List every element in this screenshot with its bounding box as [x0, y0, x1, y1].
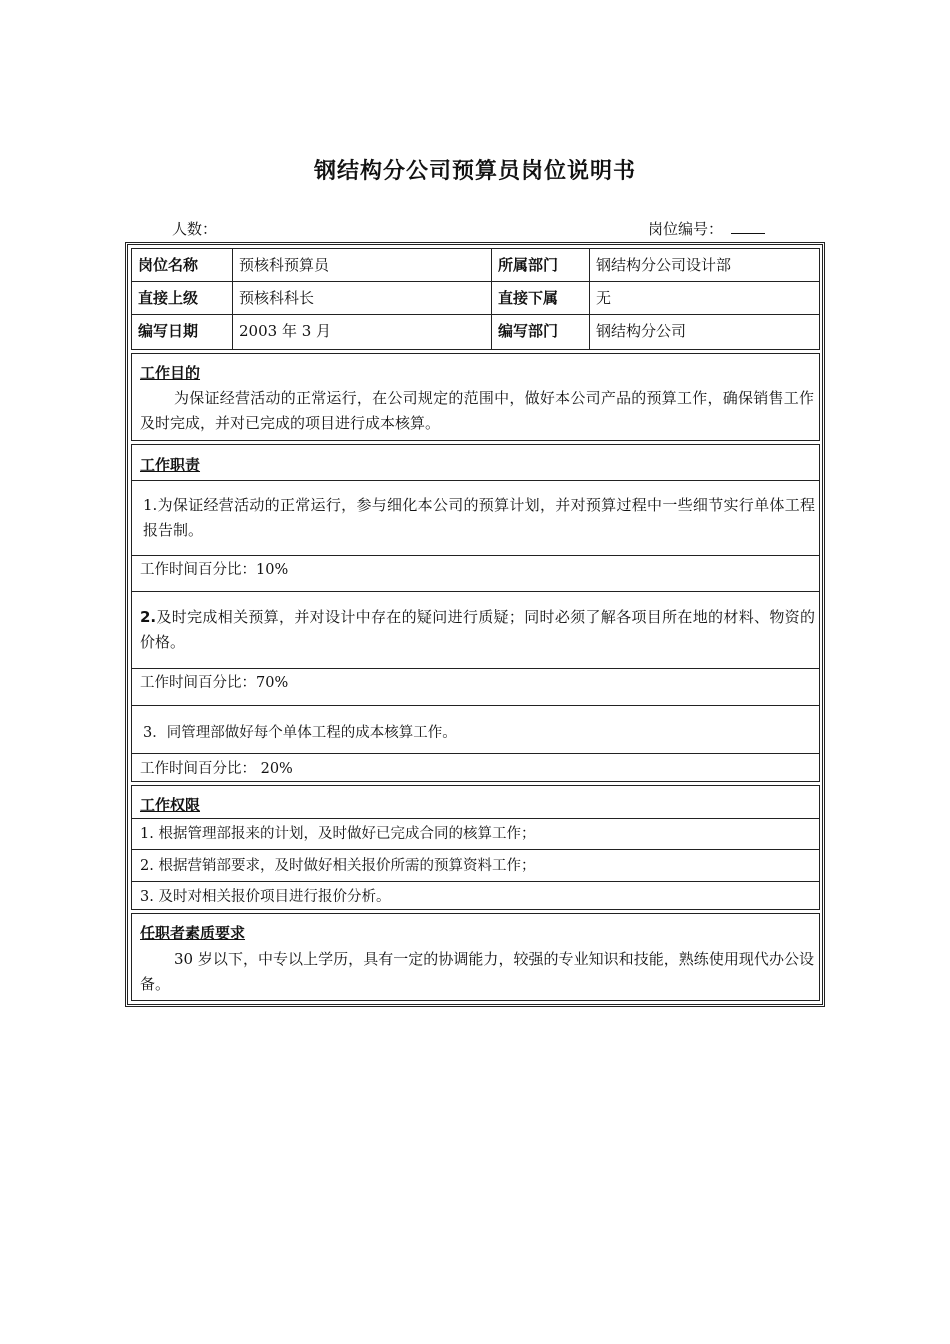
qualifications-title: 任职者素质要求 [140, 924, 246, 942]
position-number-field [648, 218, 765, 239]
position-number-blank [731, 219, 765, 234]
purpose-title: 工作目的 [140, 364, 201, 382]
duty-item-2-text: 及时完成相关预算，并对设计中存在的疑问进行质疑；同时必须了解各项目所在地的材料、物资的价格。 [140, 608, 815, 651]
page-title: 钢结构分公司预算员岗位说明书 [313, 159, 636, 184]
label-subordinates: 直接下属 [498, 289, 559, 307]
value-position-name: 预核科预算员 [239, 256, 330, 274]
authority-item-2: 2. 根据营销部要求，及时做好相关报价所需的预算资料工作； [140, 858, 536, 874]
label-department: 所属部门 [498, 256, 559, 274]
info-table [131, 248, 820, 350]
duties-title: 工作职责 [140, 456, 201, 474]
value-direct-superior: 预核科科长 [239, 289, 315, 307]
duty-percent-2: 工作时间百分比：70% [140, 675, 289, 691]
label-written-date: 编写日期 [138, 322, 199, 340]
duty-percent-3: 工作时间百分比： 20% [140, 761, 293, 777]
duty-item-2 [140, 605, 815, 655]
duty-item-3: 3．同管理部做好每个单体工程的成本核算工作。 [143, 725, 457, 741]
duty-percent-1: 工作时间百分比：10% [140, 562, 289, 578]
duty-item-2-number: 2. [140, 608, 157, 626]
authority-title: 工作权限 [140, 796, 201, 814]
value-department: 钢结构分公司设计部 [596, 256, 732, 274]
position-number-label: 岗位编号： [648, 220, 724, 238]
authority-item-3: 3. 及时对相关报价项目进行报价分析。 [140, 889, 391, 905]
headcount-label: 人数： [172, 220, 218, 238]
qualifications-text: 30 岁以下，中专以上学历，具有一定的协调能力，较强的专业知识和技能，熟练使用现代办公设备。 [140, 950, 814, 993]
duties-section [131, 444, 820, 782]
value-written-dept: 钢结构分公司 [596, 322, 687, 340]
value-subordinates: 无 [596, 289, 612, 307]
label-written-dept: 编写部门 [498, 322, 559, 340]
authority-item-1: 1. 根据管理部报来的计划，及时做好已完成合同的核算工作； [140, 826, 536, 842]
label-direct-superior: 直接上级 [138, 289, 199, 307]
job-description-form [125, 242, 825, 1007]
purpose-text: 为保证经营活动的正常运行，在公司规定的范围中，做好本公司产品的预算工作，确保销售工作及时完成，并对已完成的项目进行成本核算。 [140, 389, 814, 432]
value-written-date: 2003 年 3 月 [239, 322, 332, 340]
purpose-section [131, 353, 820, 441]
duty-item-1: 1.为保证经营活动的正常运行，参与细化本公司的预算计划，并对预算过程中一些细节实行单体工程报告制。 [143, 496, 815, 539]
qualifications-section [131, 913, 820, 1001]
authority-section [131, 785, 820, 910]
label-position-name: 岗位名称 [138, 256, 199, 274]
